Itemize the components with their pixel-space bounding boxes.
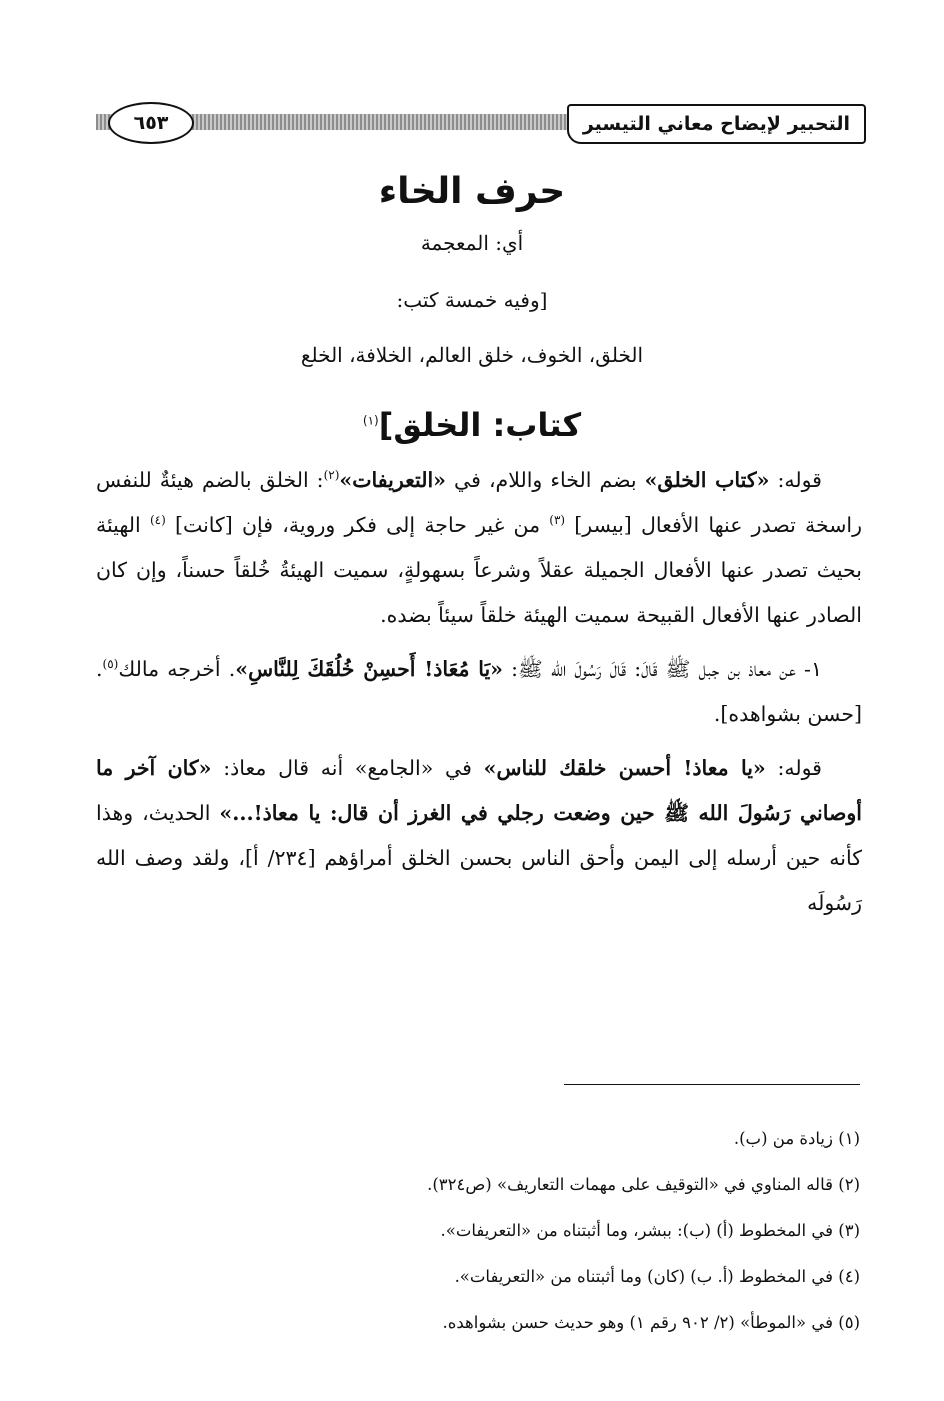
- footnote: (٢) قاله المناوي في «التوقيف على مهمات التعاريف» (ص٣٢٤).: [427, 1175, 860, 1194]
- books-intro: [وفيه خمسة كتب:: [396, 288, 548, 312]
- paragraph-hadith: [96, 647, 862, 737]
- quoted-term: «كتاب الخلق»: [644, 468, 770, 492]
- running-title: التحبير لإيضاح معاني التيسير: [567, 104, 866, 144]
- chapter-title: حرف الخاء: [378, 171, 566, 212]
- paragraph-commentary: [96, 746, 862, 926]
- book-title: [0, 400, 944, 450]
- text-run: في «الجامع» أنه قال معاذ:: [211, 756, 484, 780]
- text-run: بضم الخاء واللام، في: [446, 468, 645, 492]
- text-run: قوله:: [765, 756, 822, 780]
- hadith-text: «يَا مُعَاذ! أَحسِنْ خُلُقَكَ لِلنَّاسِ»: [235, 657, 503, 681]
- quoted-term: «التعريفات»: [339, 468, 446, 492]
- paragraph-definition: [96, 458, 862, 638]
- quoted-term: «يا معاذ! أحسن خلقك للناس»: [483, 756, 766, 780]
- text-run: : الخلق بالضم هيئةٌ للنفس راسخة تصدر عنها الأفعال [بيسر]: [96, 468, 862, 537]
- text-run: من غير حاجة إلى فكر وروية، فإن [كانت]: [165, 513, 550, 537]
- footnote: (٣) في المخطوط (أ) (ب): ببشر، وما أثبتناه من «التعريفات».: [440, 1221, 860, 1240]
- footnote-ref: (١): [362, 413, 379, 428]
- text-run: . [حسن بشواهده].: [96, 657, 862, 726]
- footnote-ref: (٣): [549, 513, 566, 528]
- text-run: الحديث، وهذا كأنه حين أرسله إلى اليمن وأحق الناس بحسن الخلق أمراؤهم [٢٣٤/ أ]، ولقد وصف الله رَسُولَه: [96, 801, 862, 915]
- footnote-ref: (٢): [323, 468, 340, 483]
- book-title-text: كتاب: الخلق]: [378, 406, 582, 444]
- text-run: ١- عن معاذ بن جبل ﷺ قَالَ: قَالَ رَسُولَ الله ﷺ:: [503, 657, 822, 681]
- footnote-separator: [564, 1084, 860, 1085]
- running-header: [96, 100, 866, 148]
- footnote: (٤) في المخطوط (أ. ب) (كان) وما أثبتناه من «التعريفات».: [454, 1267, 860, 1286]
- hadith-text: «كان آخر ما أوصاني رَسُولَ الله ﷺ حين وضعت رجلي في الغرز أن قال: يا معاذ!...»: [96, 756, 862, 825]
- main-text: [96, 458, 862, 935]
- books-list: الخلق، الخوف، خلق العالم، الخلافة، الخلع: [300, 343, 644, 367]
- footnotes-list: [80, 1116, 860, 1346]
- page-number: ٦٥٣: [108, 102, 194, 144]
- text-run: الهيئة بحيث تصدر عنها الأفعال الجميلة عقلاً وشرعاً بسهولةٍ، سميت الهيئةُ خُلقاً حسناً، وإن كان الصادر عنها الأفعال القبيحة سميت الهيئة خلقاً سيئاً بضده.: [96, 513, 862, 627]
- footnote: (٥) في «الموطأ» (٢/ ٩٠٢ رقم ١) وهو حديث حسن بشواهده.: [442, 1313, 860, 1332]
- footnote: (١) زيادة من (ب).: [733, 1129, 860, 1148]
- footnote-ref: (٥): [102, 657, 119, 672]
- chapter-subtitle: أي: المعجمة: [420, 231, 524, 255]
- text-run: . أخرجه مالك: [118, 657, 236, 681]
- text-run: قوله:: [769, 468, 822, 492]
- footnote-ref: (٤): [149, 513, 166, 528]
